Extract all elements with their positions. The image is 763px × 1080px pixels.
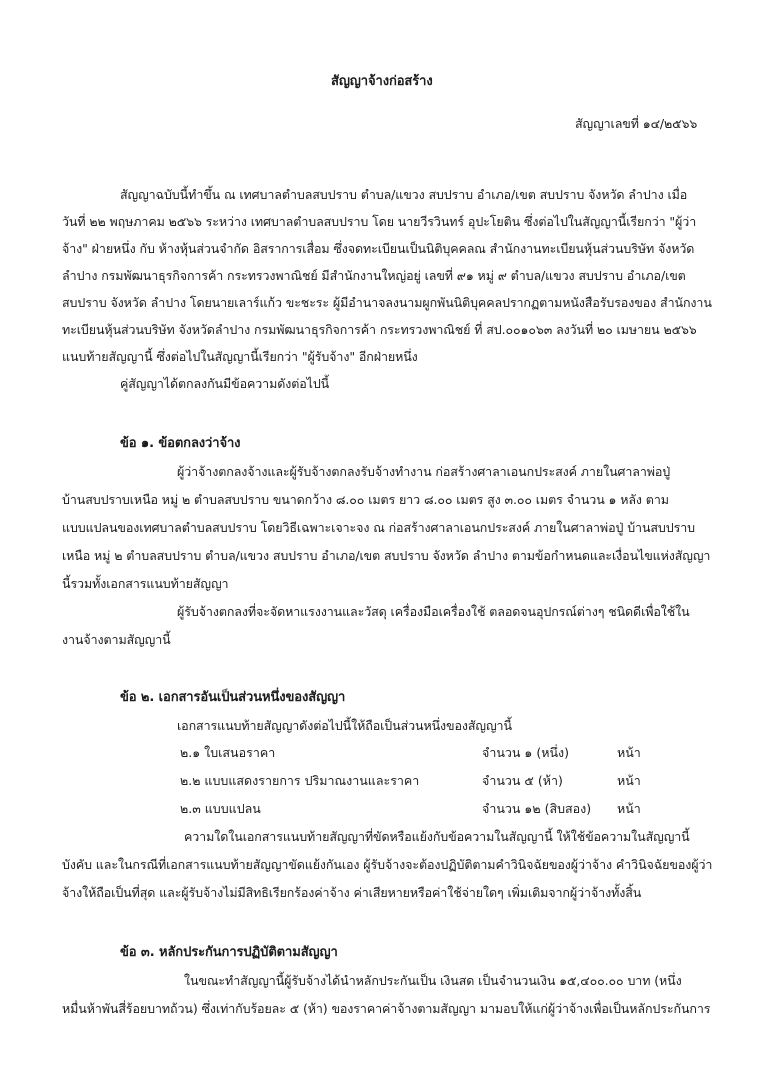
attachment-count: จำนวน ๑ (หนึ่ง) [482, 745, 569, 760]
attachment-count: จำนวน ๑๒ (สิบสอง) [482, 801, 592, 816]
attachment-label: ๒.๒ แบบแสดงรายการ ปริมาณงานและราคา [180, 773, 420, 788]
clause1-line: นี้รวมทั้งเอกสารแนบท้ายสัญญา [62, 576, 229, 591]
attachment-unit: หน้า [617, 745, 641, 760]
attachment-label: ๒.๓ แบบแปลน [180, 801, 261, 816]
preamble-line: จ้าง" ฝ่ายหนึ่ง กับ ห้างหุ้นส่วนจำกัด อิสราการเสื่อม ซึ่งจดทะเบียนเป็นนิติบุคคลณ สำนักงานทะเบียนหุ้นส่วนบริษัท จังหวัด [62, 241, 695, 256]
document-title: สัญญาจ้างก่อสร้าง [331, 74, 433, 89]
clause2-line: บังคับ และในกรณีที่เอกสารแนบท้ายสัญญาขัดแย้งกันเอง ผู้รับจ้างจะต้องปฏิบัติตามคำวินิจฉัยของผู้ว่าจ้าง คำวินิจฉัยของผู้ว่า [62, 857, 713, 872]
clause3-line: ในขณะทำสัญญานี้ผู้รับจ้างได้นำหลักประกันเป็น เงินสด เป็นจำนวนเงิน ๑๕,๔๐๐.๐๐ บาท (หนึ่ง [184, 973, 682, 988]
clause2-intro: เอกสารแนบท้ายสัญญาดังต่อไปนี้ให้ถือเป็นส่วนหนึ่งของสัญญานี้ [177, 718, 512, 733]
preamble-line: ลำปาง กรมพัฒนาธุรกิจการค้า กระทรวงพาณิชย์ มีสำนักงานใหญ่อยู่ เลขที่ ๙๑ หมู่ ๙ ตำบล/แขวง สบปราบ อำเภอ/เขต [62, 268, 686, 283]
clause2-line: จ้างให้ถือเป็นที่สุด และผู้รับจ้างไม่มีสิทธิเรียกร้องค่าจ้าง ค่าเสียหายหรือค่าใช้จ่ายใดๆ เพิ่มเติมจากผู้ว่าจ้างทั้งสิ้น [62, 885, 642, 900]
preamble-line: คู่สัญญาได้ตกลงกันมีข้อความดังต่อไปนี้ [120, 376, 330, 391]
clause1-line: บ้านสบปราบเหนือ หมู่ ๒ ตำบลสบปราบ ขนาดกว้าง ๘.๐๐ เมตร ยาว ๘.๐๐ เมตร สูง ๓.๐๐ เมตร จำนวน ๑ หลัง ตาม [62, 492, 669, 507]
preamble-line: สบปราบ จังหวัด ลำปาง โดยนายเลาร์แก้ว ขะชะระ ผู้มีอำนาจลงนามผูกพันนิติบุคคลปรากฏตามหนังสือรับรองของ สำนักงาน [62, 295, 712, 310]
attachment-count: จำนวน ๕ (ห้า) [482, 773, 563, 788]
preamble-line: ทะเบียนหุ้นส่วนบริษัท จังหวัดลำปาง กรมพัฒนาธุรกิจการค้า กระทรวงพาณิชย์ ที่ สป.๐๐๑๐๖๓ ลงวันที่ ๒๐ เมษายน ๒๕๖๖ [62, 322, 697, 337]
clause3-line: หมื่นห้าพันสี่ร้อยบาทถ้วน) ซึ่งเท่ากับร้อยละ ๕ (ห้า) ของราคาค่าจ้างตามสัญญา มามอบให้แก่ผู้ว่าจ้างเพื่อเป็นหลักประกันการ [62, 1001, 711, 1016]
clause1-heading: ข้อ ๑. ข้อตกลงว่าจ้าง [120, 436, 241, 451]
clause1-line: เหนือ หมู่ ๒ ตำบลสบปราบ ตำบล/แขวง สบปราบ อำเภอ/เขต สบปราบ จังหวัด ลำปาง ตามข้อกำหนดและเงื่อนไขแห่งสัญญา [62, 548, 711, 563]
attachment-unit: หน้า [617, 801, 641, 816]
contract-number: สัญญาเลขที่ ๑๔/๒๕๖๖ [575, 116, 698, 131]
clause1-line: แบบแปลนของเทศบาลตำบลสบปราบ โดยวิธีเฉพาะเจาะจง ณ ก่อสร้างศาลาเอนกประสงค์ ภายในศาลาพ่อปู่ บ้านสบปราบ [62, 520, 695, 535]
clause1-line: ผู้ว่าจ้างตกลงจ้างและผู้รับจ้างตกลงรับจ้างทำงาน ก่อสร้างศาลาเอนกประสงค์ ภายในศาลาพ่อปู่ [177, 464, 671, 479]
clause2-heading: ข้อ ๒. เอกสารอันเป็นส่วนหนึ่งของสัญญา [120, 690, 346, 705]
preamble-line: แนบท้ายสัญญานี้ ซึ่งต่อไปในสัญญานี้เรียกว่า "ผู้รับจ้าง" อีกฝ่ายหนึ่ง [62, 349, 418, 364]
attachment-label: ๒.๑ ใบเสนอราคา [180, 745, 276, 760]
clause3-heading: ข้อ ๓. หลักประกันการปฏิบัติตามสัญญา [120, 945, 338, 960]
preamble-line: วันที่ ๒๒ พฤษภาคม ๒๕๖๖ ระหว่าง เทศบาลตำบลสบปราบ โดย นายวีรวินทร์ อุปะโยติน ซึ่งต่อไปในสัญญานี้เรียกว่า "ผู้ว่า [62, 214, 697, 229]
clause1-line: งานจ้างตามสัญญานี้ [62, 632, 171, 647]
attachment-unit: หน้า [617, 773, 641, 788]
preamble-line: สัญญาฉบับนี้ทำขึ้น ณ เทศบาลตำบลสบปราบ ตำบล/แขวง สบปราบ อำเภอ/เขต สบปราบ จังหวัด ลำปาง เมื่อ [120, 187, 688, 202]
clause1-line: ผู้รับจ้างตกลงที่จะจัดหาแรงงานและวัสดุ เครื่องมือเครื่องใช้ ตลอดจนอุปกรณ์ต่างๆ ชนิดดีเพื่อใช้ใน [177, 604, 690, 619]
clause2-line: ความใดในเอกสารแนบท้ายสัญญาที่ขัดหรือแย้งกับข้อความในสัญญานี้ ให้ใช้ข้อความในสัญญานี้ [184, 829, 690, 844]
